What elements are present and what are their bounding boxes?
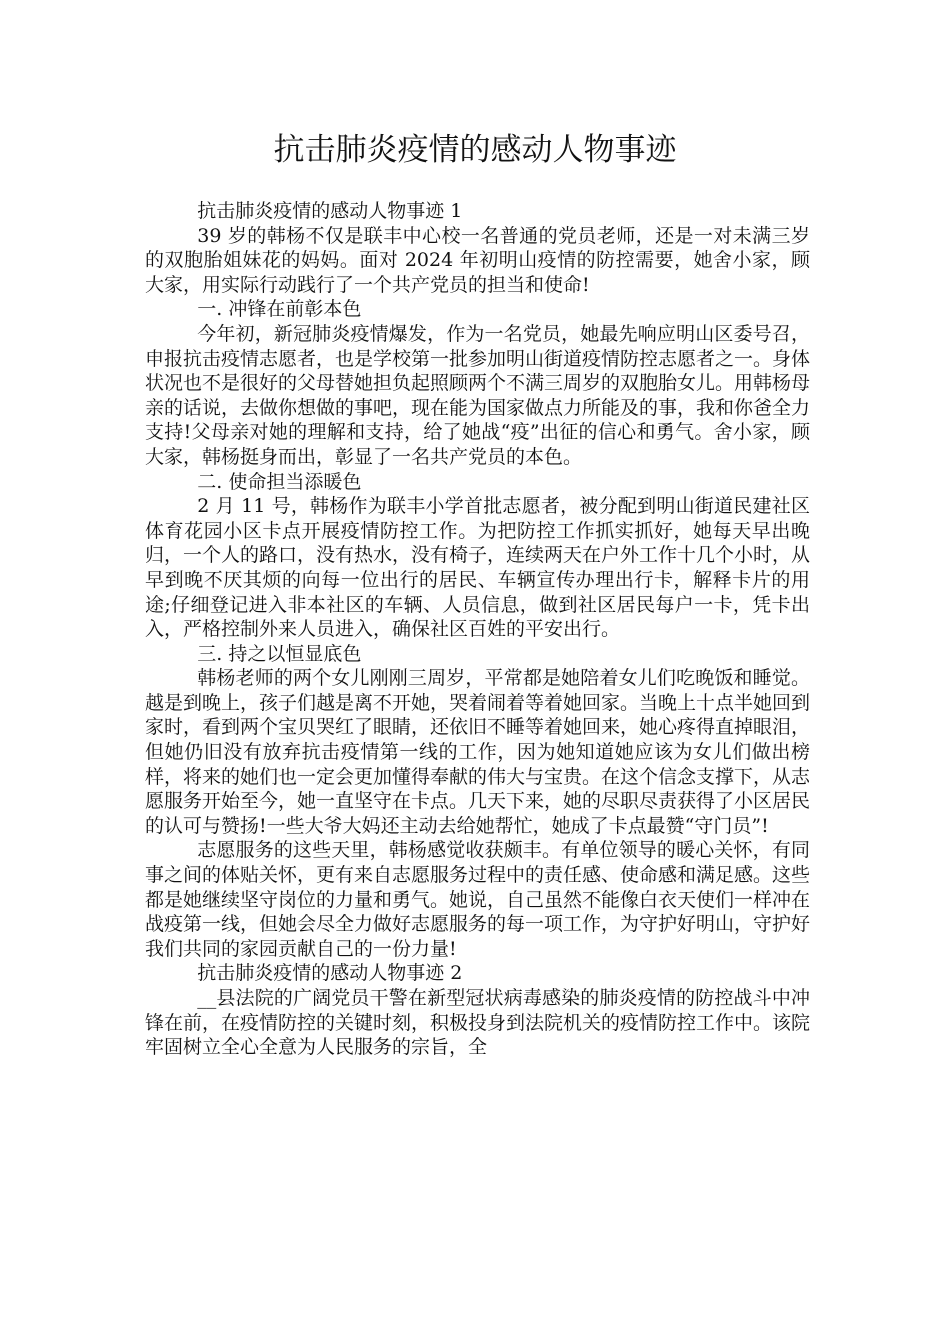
paragraph-subheading-3: 韩杨老师的两个女儿刚刚三周岁，平常都是她陪着女儿们吃晚饭和睡觉。越是到晚上，孩子们越是离不开她，哭着闹着等着她回家。当晚上十点半她回到家时，看到两个宝贝哭红了眼睛，还依旧不睡等着她回来，她心疼得直掉眼泪，但她仍旧没有放弃抗击疫情第一线的工作，因为她知道她应该为女儿们做出榜样，将来的她们也一定会更加懂得奉献的伟大与宝贵。在这个信念支撑下，从志愿服务开始至今，她一直坚守在卡点。几天下来，她的尽职尽责获得了小区居民的认可与赞扬!一些大爷大妈还主动去给她帮忙，她成了卡点最赞“守门员”! bbox=[145, 667, 811, 837]
subheading-2: 二. 使命担当添暖色 bbox=[197, 470, 362, 493]
subheading-1: 一. 冲锋在前彰本色 bbox=[197, 298, 362, 321]
section-heading-story-1: 抗击肺炎疫情的感动人物事迹 1 bbox=[197, 200, 463, 222]
section-heading-story-2: 抗击肺炎疫情的感动人物事迹 2 bbox=[197, 962, 463, 985]
paragraph-volunteer-reflection: 志愿服务的这些天里，韩杨感觉收获颇丰。有单位领导的暖心关怀，有同事之间的体贴关怀，更有来自志愿服务过程中的责任感、使命感和满足感。这些都是她继续坚守岗位的力量和勇气。她说，自己虽然不能像白衣天使们一样冲在战疫第一线，但她会尽全力做好志愿服务的每一项工作，为守护好明山，守护好我们共同的家园贡献自己的一份力量! bbox=[145, 839, 811, 960]
paragraph-subheading-1: 今年初，新冠肺炎疫情爆发，作为一名党员，她最先响应明山区委号召，申报抗击疫情志愿者，也是学校第一批参加明山街道疫情防控志愿者之一。身体状况也不是很好的父母替她担负起照顾两个不满三周岁的双胞胎女儿。用韩杨母亲的话说，去做你想做的事吧，现在能为国家做点力所能及的事，我和你爸全力支持!父母亲对她的理解和支持，给了她战“疫”出征的信心和勇气。舍小家，顾大家，韩杨挺身而出，彰显了一名共产党员的本色。 bbox=[145, 322, 811, 468]
paragraph-story-2: __县法院的广阔党员干警在新型冠状病毒感染的肺炎疫情的防控战斗中冲锋在前，在疫情防控的关键时刻，积极投身到法院机关的疫情防控工作中。该院牢固树立全心全意为人民服务的宗旨，全 bbox=[145, 987, 811, 1059]
paragraph-subheading-2: 2 月 11 号，韩杨作为联丰小学首批志愿者，被分配到明山街道民建社区体育花园小区卡点开展疫情防控工作。为把防控工作抓实抓好，她每天早出晚归，一个人的路口，没有热水，没有椅子，连续两天在户外工作十几个小时，从早到晚不厌其烦的向每一位出行的居民、车辆宣传办理出行卡，解释卡片的用途;仔细登记进入非本社区的车辆、人员信息，做到社区居民每户一卡，凭卡出入，严格控制外来人员进入，确保社区百姓的平安出行。 bbox=[145, 495, 811, 641]
document-title: 抗击肺炎疫情的感动人物事迹 bbox=[273, 132, 677, 168]
subheading-3: 三. 持之以恒显底色 bbox=[197, 642, 362, 665]
paragraph-intro: 39 岁的韩杨不仅是联丰中心校一名普通的党员老师，还是一对未满三岁的双胞胎姐妹花的妈妈。面对 2024 年初明山疫情的防控需要，她舍小家，顾大家，用实际行动践行了一个共产党员的担当和使命! bbox=[145, 224, 810, 296]
document-body bbox=[145, 199, 810, 1060]
